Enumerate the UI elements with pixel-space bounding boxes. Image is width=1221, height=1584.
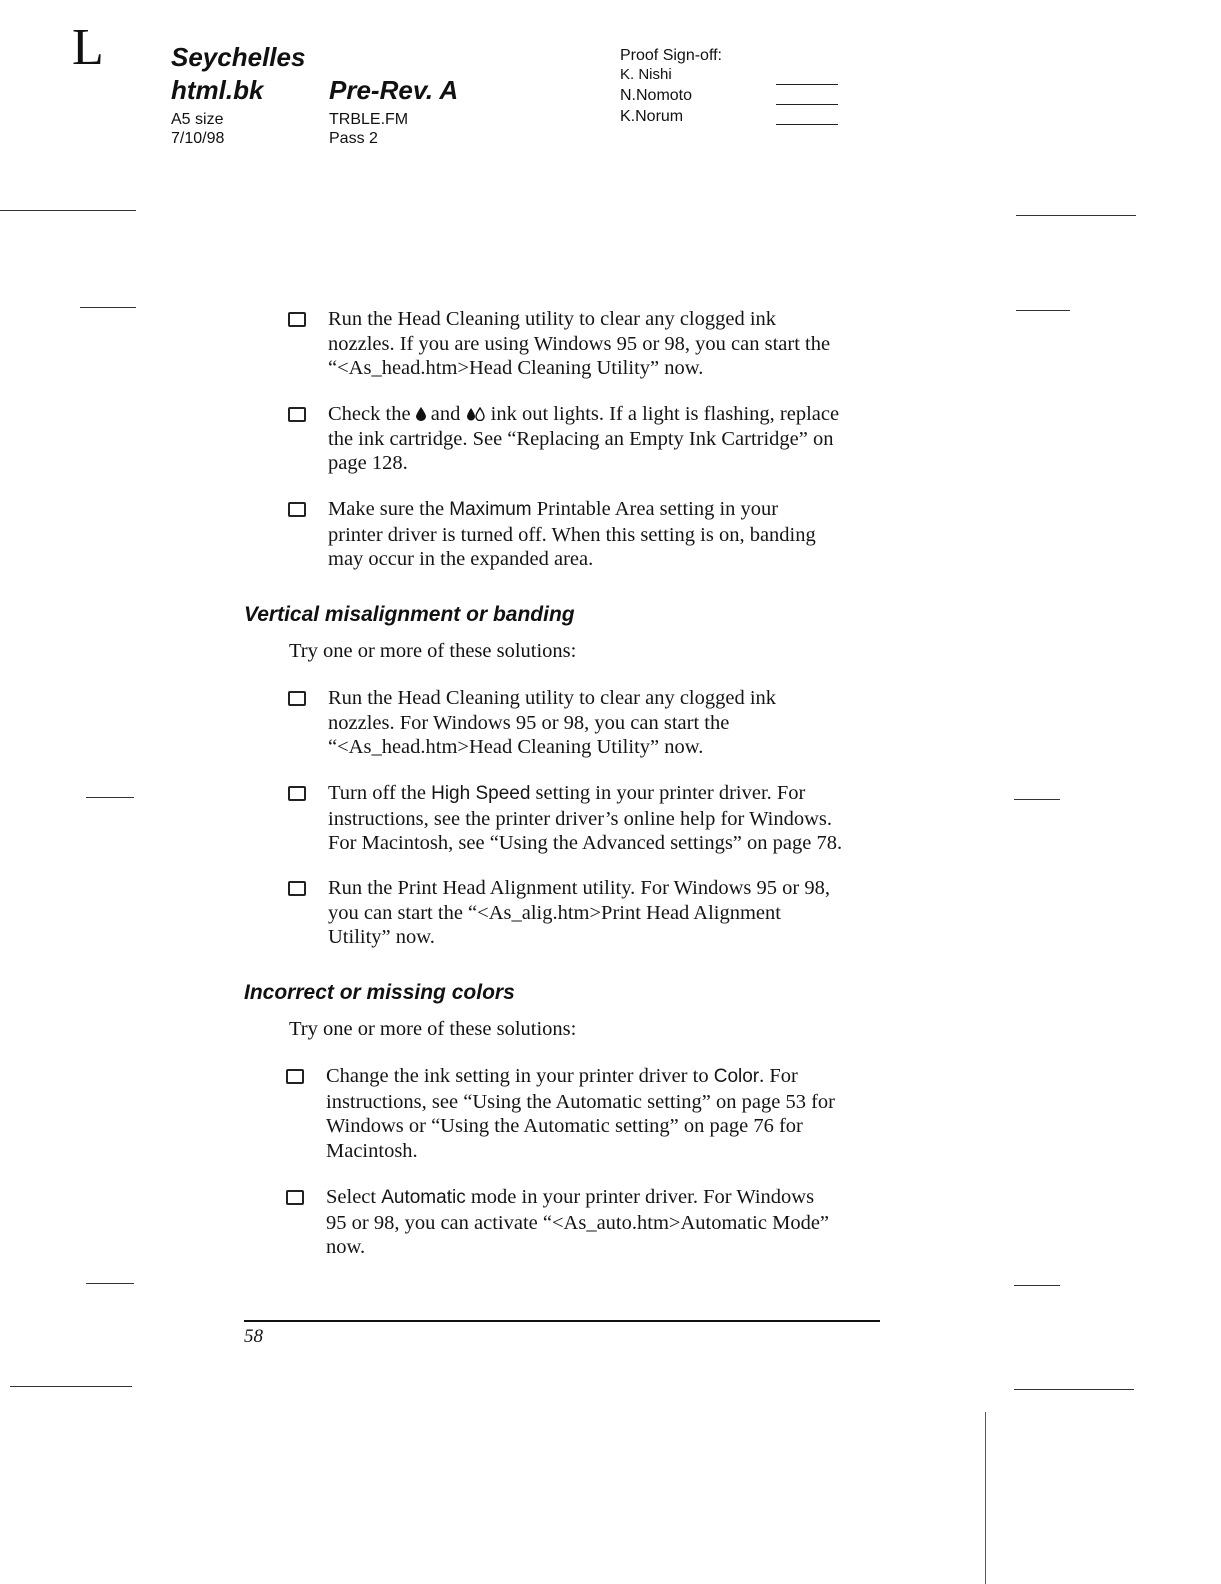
footer-rule [244,1320,880,1322]
crop-mark [10,1386,132,1387]
checkbox-bullet-icon [288,312,306,327]
crop-mark [86,797,134,798]
crop-mark [0,210,136,211]
list-item: Check the and ink out lights. If a light is flashing, replace the ink cartridge. See “Replacing an Empty Ink Cartridge” on page 128. [288,402,888,476]
section-heading: Incorrect or missing colors [244,981,515,1004]
checkbox-bullet-icon [288,786,306,801]
checkbox-bullet-icon [286,1069,304,1084]
crop-mark [1014,1285,1060,1286]
signoff-line-1 [776,84,838,85]
book-file: html.bk [171,75,264,105]
page-size: A5 size [171,111,224,128]
signer-1: K. Nishi [620,66,672,83]
pass: Pass 2 [329,130,378,147]
color-ink-drops-icon [466,407,486,421]
black-ink-drop-icon [416,407,426,421]
signoff-line-3 [776,124,838,125]
fm-file: TRBLE.FM [329,111,409,128]
page-number: 58 [244,1326,263,1347]
signoff-line-2 [776,104,838,105]
checkbox-bullet-icon [288,407,306,422]
date: 7/10/98 [171,130,225,147]
list-item: Make sure the Maximum Printable Area setting in your printer driver is turned off. When this setting is on, banding may occur in the expanded area. [288,497,888,572]
proof-label: Proof Sign-off: [620,47,722,64]
list-item: Change the ink setting in your printer driver to Color. For instructions, see “Using the Automatic setting” on page 53 for Windows or “Using the Automatic setting” on page 76 for Macintosh. [286,1064,886,1163]
checkbox-bullet-icon [288,691,306,706]
crop-mark [1016,215,1136,216]
list-item: Run the Head Cleaning utility to clear any clogged ink nozzles. If you are using Windows 95 or 98, you can start the “<As_head.htm>Head Cleaning Utility” now. [288,307,888,381]
crop-mark [86,1283,134,1284]
section-heading: Vertical misalignment or banding [244,603,575,626]
crop-mark [1014,1389,1134,1390]
checkbox-bullet-icon [288,881,306,896]
crop-mark [80,307,136,308]
list-item: Run the Head Cleaning utility to clear any clogged ink nozzles. For Windows 95 or 98, you can start the “<As_head.htm>Head Cleaning Utility” now. [288,686,888,760]
book-title: Seychelles [171,42,306,72]
list-item: Run the Print Head Alignment utility. For Windows 95 or 98, you can start the “<As_alig.htm>Print Head Alignment Utility” now. [288,876,888,950]
checkbox-bullet-icon [288,502,306,517]
signer-2: N.Nomoto [620,87,693,104]
checkbox-bullet-icon [286,1190,304,1205]
corner-letter: L [72,19,104,76]
signer-3: K.Norum [620,108,684,125]
crop-mark [1014,799,1060,800]
section-intro: Try one or more of these solutions: [289,640,577,662]
revision: Pre-Rev. A [329,75,459,105]
section-intro: Try one or more of these solutions: [289,1018,577,1040]
list-item: Select Automatic mode in your printer driver. For Windows 95 or 98, you can activate “<As_auto.htm>Automatic Mode” now. [286,1185,886,1260]
crop-mark [1016,310,1070,311]
list-item: Turn off the High Speed setting in your printer driver. For instructions, see the printer driver’s online help for Windows. For Macintosh, see “Using the Advanced settings” on page 78. [288,781,888,856]
crop-mark-vertical [985,1412,986,1584]
